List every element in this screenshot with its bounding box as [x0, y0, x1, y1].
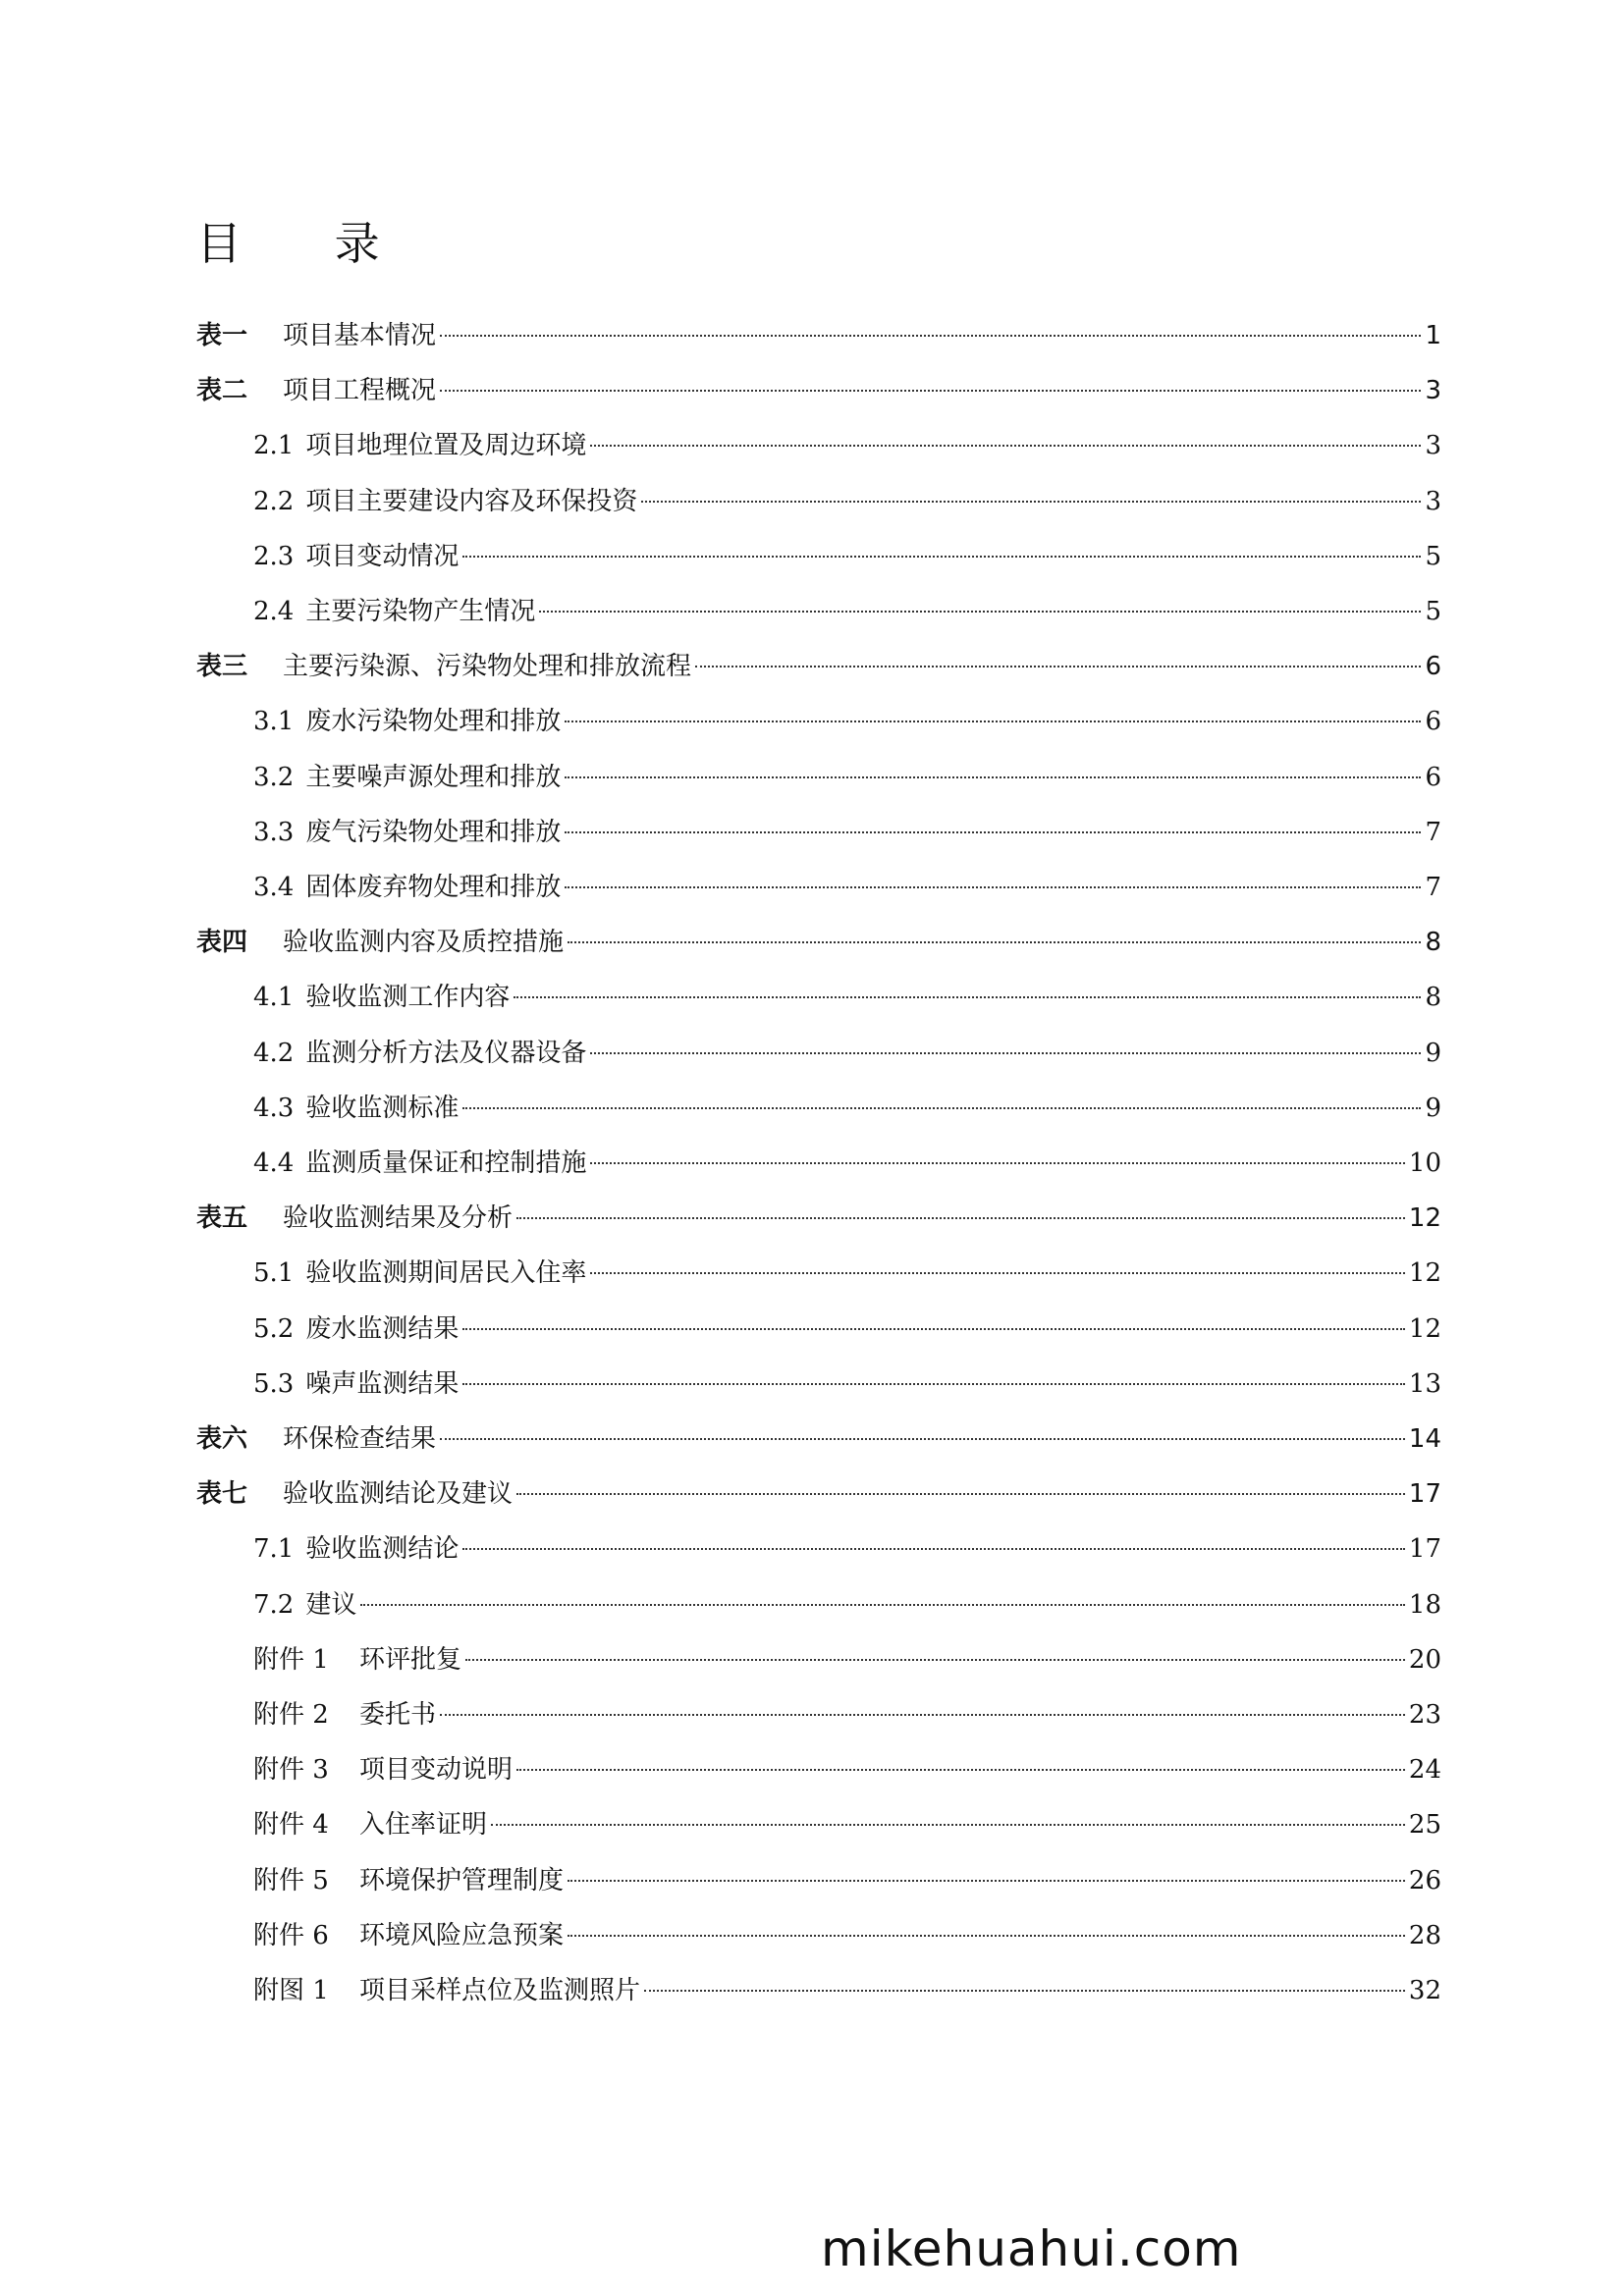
toc-entry-number: 表三 [196, 652, 248, 682]
toc-page-number: 23 [1408, 1700, 1441, 1730]
toc-dot-leader [590, 445, 1421, 447]
toc-entry-number: 5.2 [253, 1313, 295, 1344]
toc-entry-number: 附件 3 [253, 1755, 329, 1786]
toc-entry-number: 附件 5 [253, 1865, 329, 1896]
toc-page-number: 20 [1408, 1644, 1441, 1675]
toc-page-number: 17 [1408, 1479, 1441, 1510]
toc-entry-title: 验收监测期间居民入住率 [305, 1258, 587, 1289]
toc-dot-leader [514, 996, 1421, 998]
toc-entry[interactable] [253, 1971, 1441, 2010]
toc-entry-number: 5.3 [253, 1368, 295, 1399]
toc-entry-number: 附图 1 [253, 1976, 329, 2005]
toc-entry-number: 3.3 [253, 817, 295, 847]
toc-entry-title: 项目变动情况 [305, 541, 460, 571]
toc-entry-title: 验收监测结论 [305, 1534, 460, 1565]
toc-entry-title: 项目工程概况 [283, 376, 437, 406]
toc-dot-leader [644, 1990, 1405, 1992]
toc-entry[interactable] [253, 1640, 1441, 1680]
toc-entry-title: 验收监测标准 [305, 1093, 460, 1123]
toc-entry-title: 验收监测结论及建议 [283, 1479, 514, 1510]
toc-entry[interactable] [253, 1034, 1441, 1073]
toc-entry[interactable] [253, 868, 1441, 907]
toc-page-number: 6 [1425, 762, 1441, 792]
toc-page-number: 10 [1408, 1148, 1441, 1178]
toc-dot-leader [462, 1548, 1405, 1550]
toc-entry[interactable] [253, 537, 1441, 576]
toc-entry-number: 3.2 [253, 762, 295, 792]
toc-entry[interactable] [253, 482, 1441, 521]
toc-entry-title: 废气污染物处理和排放 [305, 817, 562, 847]
toc-dot-leader [590, 1272, 1405, 1274]
toc-entry[interactable] [196, 1199, 1441, 1238]
toc-entry-title: 主要噪声源处理和排放 [305, 762, 562, 792]
toc-entry-title: 监测分析方法及仪器设备 [305, 1038, 587, 1068]
toc-entry-number: 5.1 [253, 1258, 295, 1289]
toc-page-number: 6 [1425, 707, 1441, 737]
toc-page-number: 9 [1425, 1038, 1441, 1068]
toc-title: 目 录 [196, 217, 419, 270]
toc-entry-title: 废水监测结果 [305, 1313, 460, 1344]
toc-dot-leader [491, 1824, 1405, 1826]
toc-entry-title: 项目变动说明 [359, 1755, 514, 1786]
toc-entry[interactable] [253, 758, 1441, 797]
toc-dot-leader [590, 1162, 1405, 1164]
toc-entry[interactable] [253, 1529, 1441, 1569]
toc-page-number: 25 [1408, 1810, 1441, 1841]
toc-dot-leader [539, 611, 1421, 613]
toc-entry[interactable] [253, 426, 1441, 465]
toc-dot-leader [516, 1769, 1405, 1771]
toc-entry[interactable] [253, 813, 1441, 852]
toc-entry-title: 建议 [305, 1589, 357, 1620]
toc-dot-leader [440, 1714, 1405, 1716]
toc-entry-title: 监测质量保证和控制措施 [305, 1148, 587, 1178]
toc-page-number: 7 [1425, 817, 1441, 847]
toc-entry[interactable] [196, 647, 1441, 686]
toc-entry-title: 主要污染源、污染物处理和排放流程 [283, 652, 692, 682]
toc-page-number: 18 [1408, 1589, 1441, 1620]
toc-dot-leader [565, 721, 1421, 722]
toc-entry-title: 验收监测工作内容 [305, 983, 511, 1013]
toc-entry-number: 3.1 [253, 707, 295, 737]
toc-page-number: 12 [1408, 1313, 1441, 1344]
toc-entry-title: 环境保护管理制度 [359, 1865, 565, 1896]
toc-page-number: 28 [1408, 1920, 1441, 1950]
toc-page-number: 17 [1408, 1534, 1441, 1565]
toc-entry-title: 委托书 [359, 1700, 437, 1730]
toc-entry-number: 表五 [196, 1203, 248, 1234]
toc-page-number: 14 [1408, 1424, 1441, 1454]
toc-entry-title: 项目采样点位及监测照片 [359, 1976, 641, 2005]
toc-entry[interactable] [253, 1089, 1441, 1128]
toc-entry[interactable] [253, 1254, 1441, 1293]
toc-entry-number: 2.3 [253, 541, 295, 571]
toc-entry-title: 废水污染物处理和排放 [305, 707, 562, 737]
toc-page-number: 8 [1425, 928, 1441, 958]
toc-entry[interactable] [253, 702, 1441, 741]
toc-entry-number: 2.2 [253, 486, 295, 516]
toc-entry-number: 2.4 [253, 597, 295, 626]
toc-entry[interactable] [253, 1750, 1441, 1789]
toc-page-number: 6 [1425, 652, 1441, 682]
toc-dot-leader [462, 556, 1421, 558]
toc-entry-number: 7.1 [253, 1534, 295, 1565]
toc-entry-title: 项目地理位置及周边环境 [305, 431, 587, 461]
toc-dot-leader [360, 1604, 1405, 1606]
toc-page-number: 26 [1408, 1865, 1441, 1896]
toc-dot-leader [462, 1107, 1421, 1109]
toc-entry-number: 4.2 [253, 1038, 295, 1068]
toc-entry[interactable] [253, 1585, 1441, 1625]
toc-page-number: 8 [1425, 983, 1441, 1013]
toc-dot-leader [565, 776, 1421, 778]
toc-entry[interactable] [253, 592, 1441, 631]
toc-dot-leader [440, 390, 1421, 392]
toc-entry-title: 项目基本情况 [283, 321, 437, 350]
toc-entry-title: 环境风险应急预案 [359, 1920, 565, 1950]
toc-page-number: 24 [1408, 1755, 1441, 1786]
toc-page-number: 12 [1408, 1203, 1441, 1234]
toc-dot-leader [516, 1217, 1405, 1219]
toc-entry-title: 项目主要建设内容及环保投资 [305, 486, 638, 516]
toc-entry-number: 表二 [196, 376, 248, 406]
toc-dot-leader [516, 1493, 1405, 1495]
toc-dot-leader [568, 1880, 1405, 1882]
toc-page-number: 7 [1425, 873, 1441, 902]
toc-entry-number: 表六 [196, 1424, 248, 1454]
watermark: mikehuahui.com [821, 2220, 1242, 2277]
toc-dot-leader [695, 666, 1421, 667]
toc-page-number: 1 [1425, 321, 1441, 350]
toc-entry-number: 附件 2 [253, 1700, 329, 1730]
toc-entry-title: 环保检查结果 [283, 1424, 437, 1454]
toc-entry-title: 主要污染物产生情况 [305, 597, 536, 626]
toc-entry-number: 表四 [196, 928, 248, 958]
toc-entry[interactable] [196, 1474, 1441, 1514]
toc-page-number: 5 [1425, 541, 1441, 571]
toc-dot-leader [568, 1935, 1405, 1937]
toc-entry-number: 附件 6 [253, 1920, 329, 1950]
toc-page-number: 32 [1408, 1976, 1441, 2005]
toc-dot-leader [462, 1383, 1405, 1385]
toc-page-number: 3 [1425, 376, 1441, 406]
toc-entry[interactable] [253, 1364, 1441, 1404]
toc-entry-title: 验收监测结果及分析 [283, 1203, 514, 1234]
toc-entry-number: 2.1 [253, 431, 295, 461]
toc-dot-leader [568, 941, 1421, 943]
toc-entry-number: 附件 1 [253, 1644, 329, 1675]
toc-dot-leader [440, 335, 1421, 337]
toc-page-number: 3 [1425, 431, 1441, 461]
toc-entry[interactable] [253, 1805, 1441, 1844]
toc-entry[interactable] [253, 1144, 1441, 1183]
toc-entry-number: 4.3 [253, 1093, 295, 1123]
toc-entry-title: 入住率证明 [359, 1810, 488, 1841]
toc-entry-title: 验收监测内容及质控措施 [283, 928, 565, 958]
toc-page-number: 3 [1425, 486, 1441, 516]
toc-page-number: 9 [1425, 1093, 1441, 1123]
toc-dot-leader [462, 1328, 1405, 1330]
toc-entry[interactable] [253, 1861, 1441, 1900]
toc-entry-number: 4.1 [253, 983, 295, 1013]
toc-entry-number: 表一 [196, 321, 248, 350]
toc-entry-number: 7.2 [253, 1589, 295, 1620]
toc-entry-number: 附件 4 [253, 1810, 329, 1841]
toc-entry[interactable] [196, 923, 1441, 962]
toc-entry[interactable] [196, 371, 1441, 410]
toc-entry[interactable] [253, 1916, 1441, 1955]
toc-page-number: 5 [1425, 597, 1441, 626]
toc-entry[interactable] [196, 1419, 1441, 1459]
toc-entry[interactable] [253, 1309, 1441, 1349]
toc-page-number: 13 [1408, 1368, 1441, 1399]
toc-dot-leader [641, 501, 1421, 503]
toc-entry-title: 环评批复 [359, 1644, 462, 1675]
toc-entry-title: 固体废弃物处理和排放 [305, 873, 562, 902]
toc-dot-leader [440, 1438, 1405, 1440]
toc-entry-number: 3.4 [253, 873, 295, 902]
toc-dot-leader [590, 1052, 1421, 1054]
toc-dot-leader [465, 1659, 1405, 1661]
toc-entry-number: 表七 [196, 1479, 248, 1510]
toc-entry[interactable] [196, 316, 1441, 355]
toc-entry[interactable] [253, 1695, 1441, 1735]
toc-entry[interactable] [253, 978, 1441, 1017]
toc-page-number: 12 [1408, 1258, 1441, 1289]
toc-entry-title: 噪声监测结果 [305, 1368, 460, 1399]
toc-dot-leader [565, 886, 1421, 888]
toc-entry-number: 4.4 [253, 1148, 295, 1178]
toc-dot-leader [565, 831, 1421, 833]
